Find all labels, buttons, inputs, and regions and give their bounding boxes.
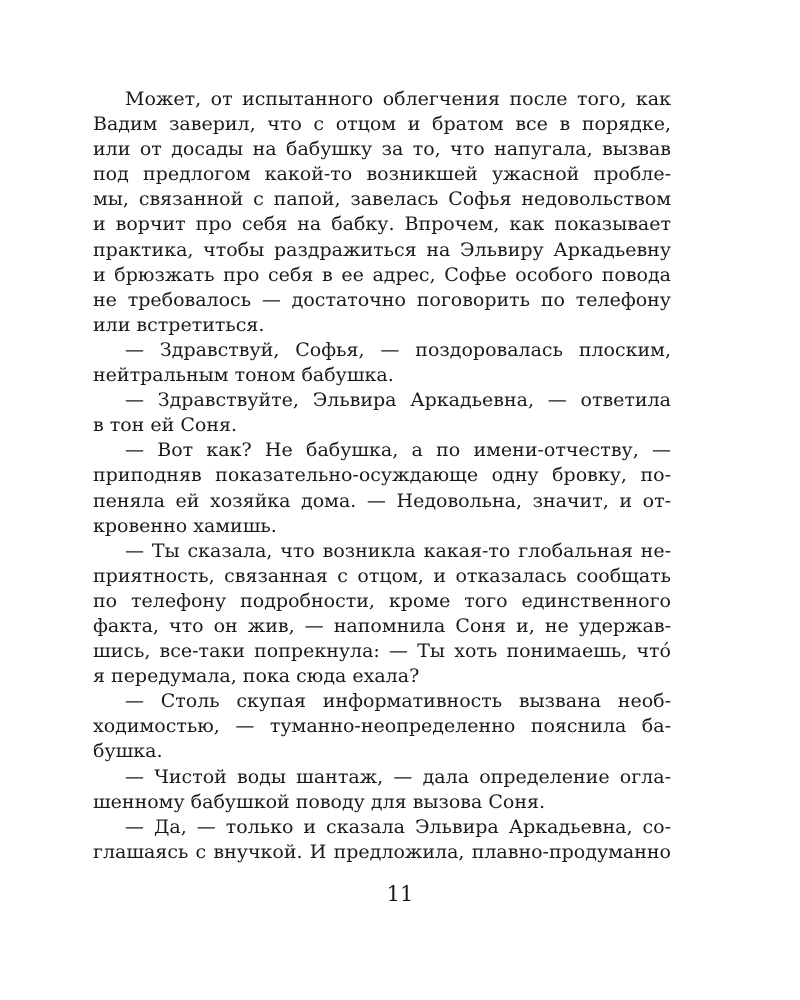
paragraph: [93, 539, 671, 690]
text-line: — Столь скупая информативность вызвана необ-: [125, 690, 671, 713]
text-line: практика, чтобы раздражиться на Эльвиру Аркадьевну: [93, 238, 671, 261]
text-line: — Здравствуй, Софья, — поздоровалась плоским,: [125, 338, 671, 361]
text-line: — Ты сказала, что возникла какая-то глобальная не-: [125, 539, 671, 562]
text-line: приятность, связанная с отцом, и отказалась сообщать: [93, 564, 671, 587]
text-line: — Да, — только и сказала Эльвира Аркадьевна, со-: [125, 815, 671, 838]
text-line: под предлогом какой-то возникшей ужасной пробле-: [93, 163, 671, 186]
text-line: или от досады на бабушку за то, что напугала, вызвав: [93, 138, 671, 161]
text-line: или встретиться.: [93, 313, 265, 336]
text-line: приподняв показательно-осуждающе одну бровку, по-: [93, 464, 671, 487]
text-line: по телефону подробности, кроме того единственного: [93, 589, 671, 612]
text-line: и ворчит про себя на бабку. Впрочем, как показывает: [93, 213, 671, 236]
text-line: — Здравствуйте, Эльвира Аркадьевна, — ответила: [125, 389, 671, 412]
paragraph: [93, 689, 671, 764]
text-line: глашаясь с внучкой. И предложила, плавно-продуманно: [93, 840, 671, 863]
paragraph: [93, 87, 671, 338]
text-line: шись, все-таки попрекнула: — Ты хоть понимаешь, чтó: [93, 640, 671, 663]
text-line: — Вот как? Не бабушка, а по имени-отчеству, —: [125, 439, 671, 462]
text-line: пеняла ей хозяйка дома. — Недовольна, значит, и от-: [93, 489, 671, 512]
text-line: факта, что он жив, — напомнила Соня и, не удержав-: [93, 614, 671, 637]
text-line: в тон ей Соня.: [93, 414, 238, 437]
text-line: и брюзжать про себя в ее адрес, Софье особого повода: [93, 263, 671, 286]
text-line: нейтральным тоном бабушка.: [93, 364, 394, 387]
paragraph: [93, 338, 671, 388]
page-number: 11: [386, 882, 414, 906]
body-text: [93, 87, 671, 865]
paragraph: [93, 815, 671, 865]
text-line: Вадим заверил, что с отцом и братом все в порядке,: [93, 113, 671, 136]
paragraph: [93, 388, 671, 438]
text-line: — Чистой воды шантаж, — дала определение огла-: [125, 765, 671, 788]
paragraph: [93, 765, 671, 815]
text-line: не требовалось — достаточно поговорить по телефону: [93, 288, 671, 311]
text-line: Может, от испытанного облегчения после того, как: [125, 88, 671, 110]
text-line: шенному бабушкой поводу для вызова Соня.: [93, 790, 546, 813]
text-line: бушка.: [93, 740, 163, 763]
text-line: кровенно хамишь.: [93, 514, 277, 537]
text-line: ходимостью, — туманно-неопределенно пояснила ба-: [93, 715, 671, 738]
paragraph: [93, 438, 671, 538]
text-line: я передумала, пока сюда ехала?: [93, 665, 420, 688]
text-line: мы, связанной с папой, завелась Софья недовольством: [93, 188, 671, 211]
